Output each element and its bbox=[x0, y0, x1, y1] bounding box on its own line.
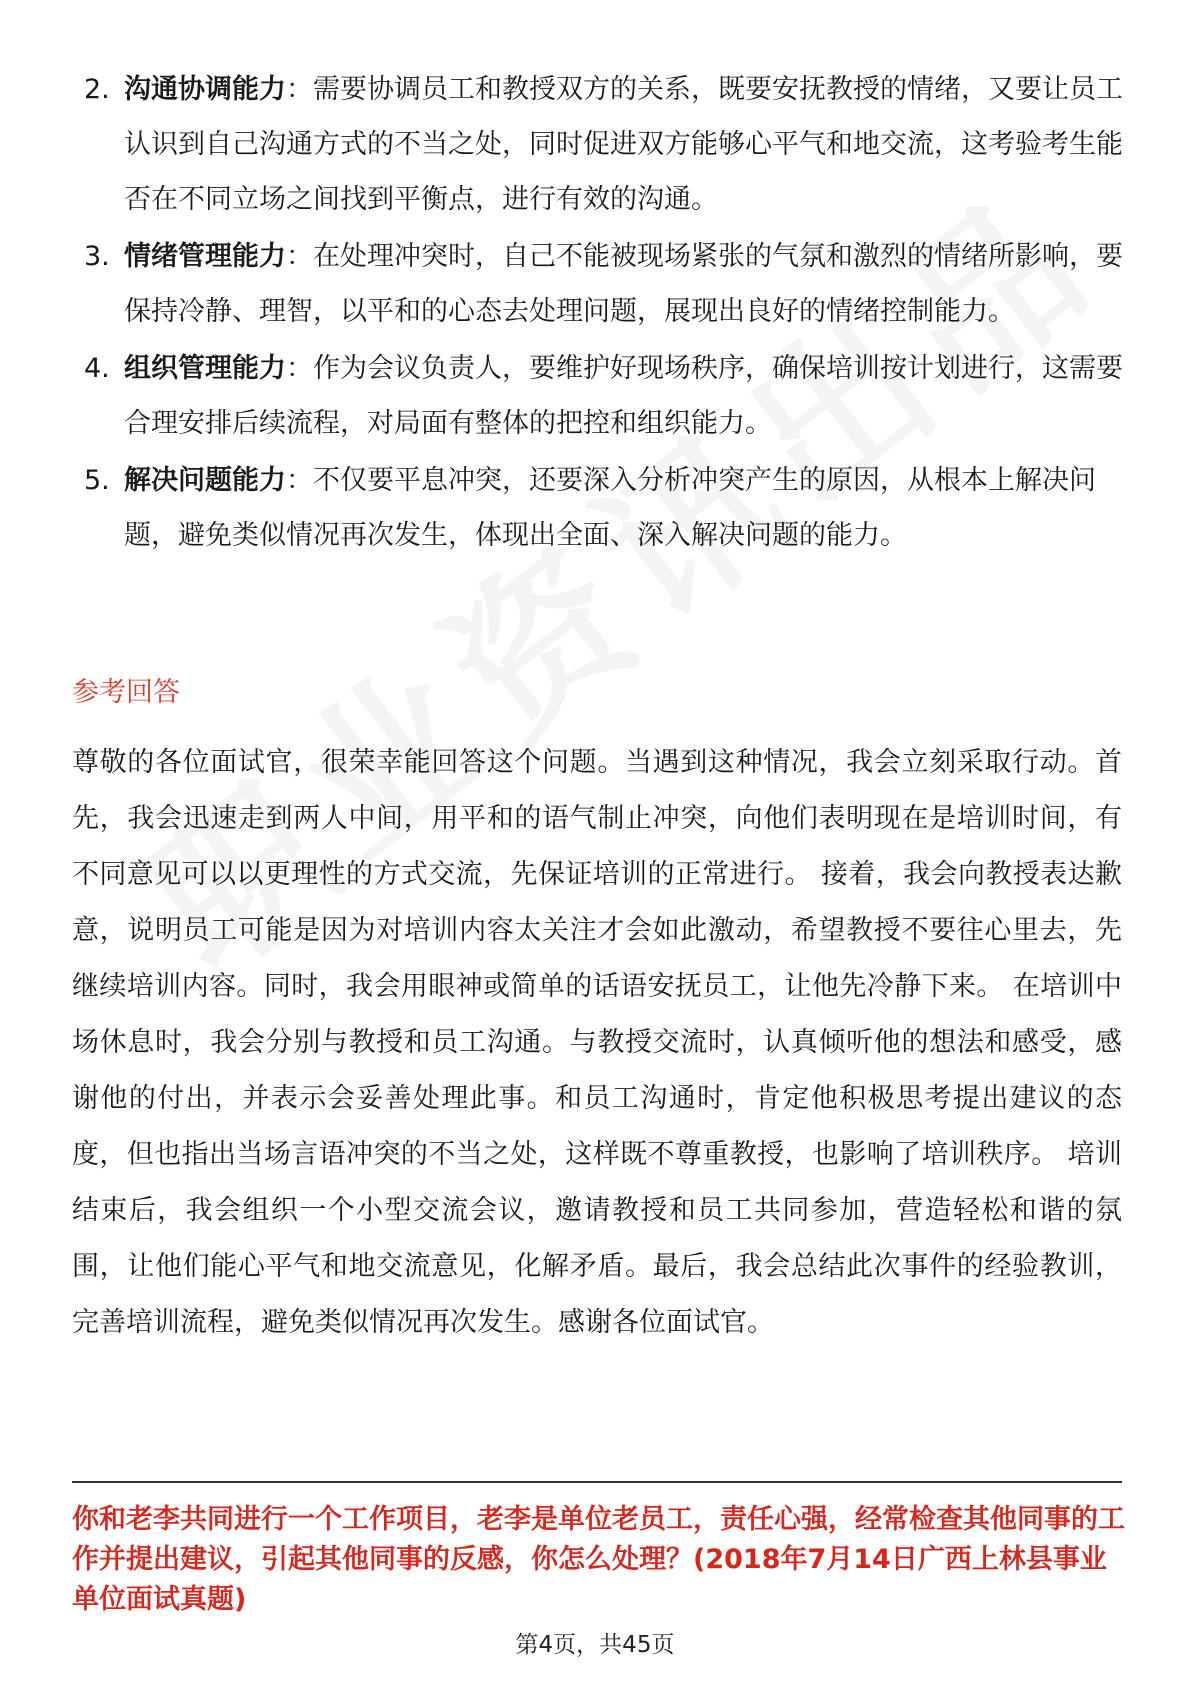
list-item bbox=[84, 229, 1124, 339]
reference-answer-heading: 参考回答 bbox=[72, 677, 180, 708]
list-item-title: 组织管理能力 bbox=[124, 353, 286, 384]
reference-answer-body: 尊敬的各位面试官，很荣幸能回答这个问题。当遇到这种情况，我会立刻采取行动。首先，我会迅速走到两人中间，用平和的语气制止冲突，向他们表明现在是培训时间，有不同意见可以以更理性的方式交流，先保证培训的正常进行。 接着，我会向教授表达歉意，说明员工可能是因为对培训内容太关注才会如此激动，希望教授不要往心里去，先继续培训内容。同时，我会用眼神或简单的话语安抚员工，让他先冷静下来。 在培训中场休息时，我会分别与教授和员工沟通。与教授交流时，认真倾听他的想法和感受，感谢他的付出，并表示会妥善处理此事。和员工沟通时，肯定他积极思考提出建议的态度，但也指出当场言语冲突的不当之处，这样既不尊重教授，也影响了培训秩序。 培训结束后，我会组织一个小型交流会议，邀请教授和员工共同参加，营造轻松和谐的氛围，让他们能心平气和地交流意见，化解矛盾。最后，我会总结此次事件的经验教训，完善培训流程，避免类似情况再次发生。感谢各位面试官。 bbox=[72, 747, 1122, 1338]
list-item-text: ：需要协调员工和教授双方的关系，既要安抚教授的情绪，又要让员工认识到自己沟通方式的不当之处，同时促进双方能够心平气和地交流，这考验考生能否在不同立场之间找到平衡点，进行有效的沟通。 bbox=[124, 74, 1123, 215]
list-item bbox=[84, 62, 1124, 227]
page-number: 第4页，共45页 bbox=[515, 1632, 675, 1658]
list-item-title: 沟通协调能力 bbox=[124, 74, 286, 105]
list-item bbox=[84, 341, 1124, 451]
list-item-title: 情绪管理能力 bbox=[124, 241, 286, 272]
ability-list bbox=[84, 62, 1124, 565]
list-item-title: 解决问题能力 bbox=[124, 465, 286, 496]
list-item-text: ：作为会议负责人，要维护好现场秩序，确保培训按计划进行，这需要合理安排后续流程，对局面有整体的把控和组织能力。 bbox=[124, 353, 1123, 439]
divider bbox=[72, 1481, 1122, 1483]
list-item-number: 2. bbox=[84, 74, 110, 105]
list-item-text: ：在处理冲突时，自己不能被现场紧张的气氛和激烈的情绪所影响，要保持冷静、理智，以平和的心态去处理问题，展现出良好的情绪控制能力。 bbox=[124, 241, 1123, 327]
list-item-number: 5. bbox=[84, 465, 110, 496]
list-item bbox=[84, 453, 1124, 563]
list-item-text: ：不仅要平息冲突，还要深入分析冲突产生的原因，从根本上解决问题，避免类似情况再次发生，体现出全面、深入解决问题的能力。 bbox=[124, 465, 1096, 551]
list-item-number: 3. bbox=[84, 241, 110, 272]
next-question: 你和老李共同进行一个工作项目，老李是单位老员工，责任心强，经常检查其他同事的工作并提出建议，引起其他同事的反感，你怎么处理？(2018年7月14日广西上林县事业单位面试真题) bbox=[72, 1504, 1125, 1615]
list-item-number: 4. bbox=[84, 353, 110, 384]
